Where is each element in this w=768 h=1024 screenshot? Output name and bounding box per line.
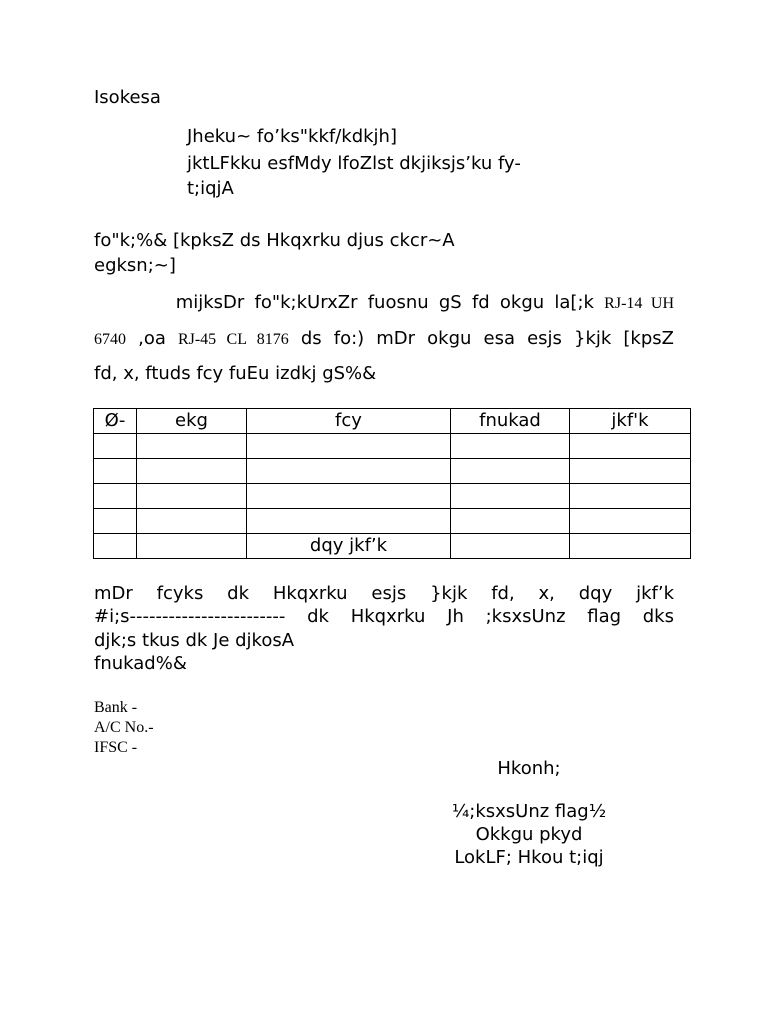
table-cell bbox=[94, 534, 137, 559]
signatory-office: LokLF; Hkou t;iqj bbox=[454, 847, 604, 868]
table-cell bbox=[451, 509, 570, 534]
table-row bbox=[94, 434, 691, 459]
header-serial-number: Ø- bbox=[94, 409, 137, 434]
table-row bbox=[94, 484, 691, 509]
total-amount-label: dqy jkf’k bbox=[247, 534, 451, 559]
table-cell bbox=[451, 484, 570, 509]
table-row bbox=[94, 509, 691, 534]
table-cell bbox=[451, 459, 570, 484]
table-cell bbox=[94, 484, 137, 509]
vehicle-number-1-part-b: 6740 bbox=[94, 331, 126, 348]
header-bill: fcy bbox=[247, 409, 451, 434]
intro-text: mijksDr fo"k;kUrxZr fuosnu gS fd okgu la[;k bbox=[175, 292, 594, 313]
conjunction-text: ,oa bbox=[138, 328, 166, 349]
request-paragraph-line-3: djk;s tkus dk Je djkosA bbox=[94, 630, 295, 651]
table-cell bbox=[451, 534, 570, 559]
vehicle-number-1-part-a: RJ-14 UH bbox=[604, 295, 674, 312]
recipient-organization: jktLFkku esfMdy lfoZlst dkjiksjs’ku fy- bbox=[187, 153, 521, 174]
request-paragraph-line-2: #i;s------------------------ dk Hkqxrku Jh ;ksxsUnz flag dks bbox=[94, 606, 674, 627]
vehicle-number-2: RJ-45 CL 8176 bbox=[177, 331, 289, 348]
table-cell bbox=[570, 484, 691, 509]
closing-phrase: Hkonh; bbox=[497, 758, 561, 779]
table-cell bbox=[94, 509, 137, 534]
table-cell bbox=[137, 484, 247, 509]
intro-paragraph-line-1 bbox=[94, 291, 674, 316]
subject-line: fo"k;%& [kpksZ ds Hkqxrku djus ckcr~A bbox=[94, 230, 455, 251]
table-total-row bbox=[94, 534, 691, 559]
recipient-city: t;iqjA bbox=[187, 178, 234, 199]
table-cell bbox=[570, 509, 691, 534]
intro-text-continued: ds fo:) mDr okgu esa esjs }kjk [kpsZ bbox=[300, 328, 674, 349]
table-cell bbox=[137, 434, 247, 459]
table-cell bbox=[137, 459, 247, 484]
addressee: Isokesa bbox=[94, 87, 161, 108]
intro-paragraph-line-2 bbox=[94, 327, 674, 352]
header-date: fnukad bbox=[451, 409, 570, 434]
table-cell bbox=[94, 434, 137, 459]
table-cell bbox=[570, 534, 691, 559]
table-cell bbox=[247, 509, 451, 534]
request-paragraph-line-1: mDr fcyks dk Hkqxrku esjs }kjk fd, x, dqy jkf’k bbox=[94, 583, 674, 604]
header-month: ekg bbox=[137, 409, 247, 434]
table-cell bbox=[137, 509, 247, 534]
table-cell bbox=[94, 459, 137, 484]
bank-label: Bank - bbox=[94, 699, 138, 716]
ifsc-label: IFSC - bbox=[94, 739, 138, 756]
intro-paragraph-line-3: fd, x, ftuds fcy fuEu izdkj gS%& bbox=[94, 363, 377, 384]
date-label: fnukad%& bbox=[94, 653, 187, 674]
table-cell bbox=[247, 484, 451, 509]
signatory-designation: Okkgu pkyd bbox=[475, 824, 583, 845]
table-row bbox=[94, 459, 691, 484]
salutation: egksn;~] bbox=[94, 255, 176, 276]
recipient-title: Jheku~ fo’ks"kkf/kdkjh] bbox=[187, 126, 397, 147]
signatory-name: ¼;ksxsUnz flag½ bbox=[451, 801, 607, 822]
table-cell bbox=[451, 434, 570, 459]
account-number-label: A/C No.- bbox=[94, 719, 154, 736]
table-cell bbox=[570, 459, 691, 484]
table-cell bbox=[247, 459, 451, 484]
table-cell bbox=[247, 434, 451, 459]
header-amount: jkf'k bbox=[570, 409, 691, 434]
table-cell bbox=[137, 534, 247, 559]
table-header-row bbox=[94, 409, 691, 434]
bill-table bbox=[93, 408, 691, 559]
table-cell bbox=[570, 434, 691, 459]
